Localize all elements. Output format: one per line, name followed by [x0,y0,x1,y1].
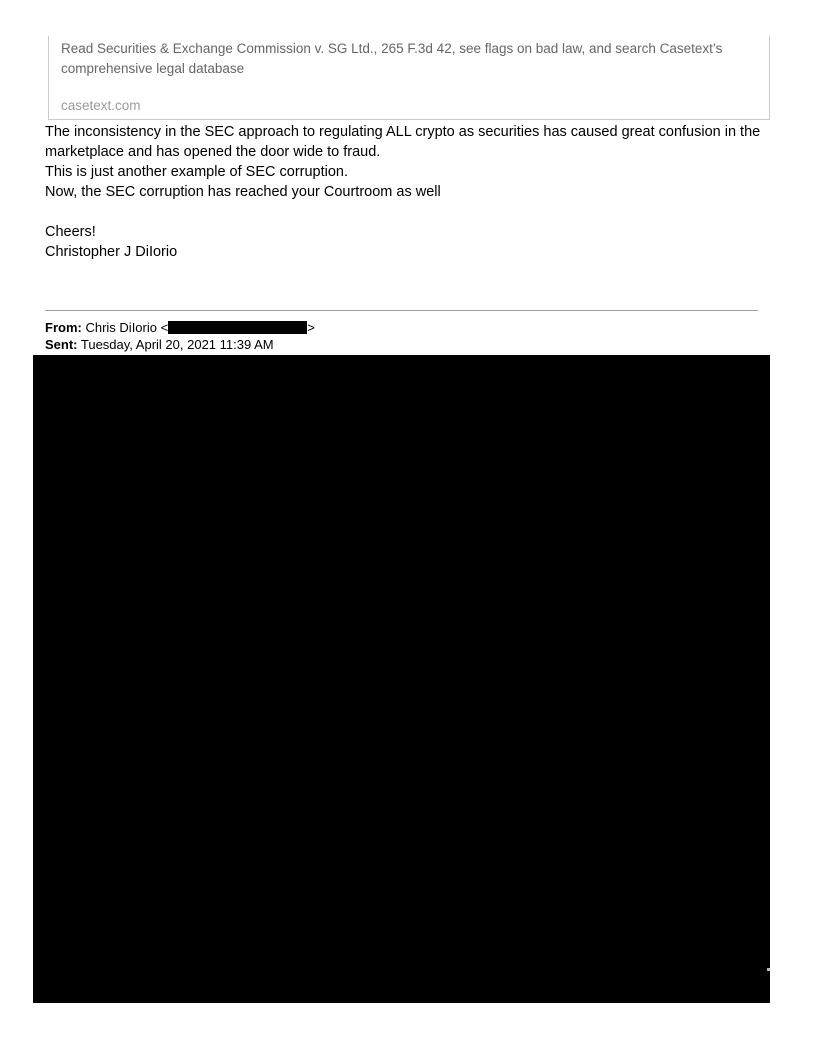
from-label: From: [45,320,82,335]
body-paragraph: The inconsistency in the SEC approach to regulating ALL crypto as securities has caused great confusion in the marketplace and has opened the door wide to fraud. [45,124,761,160]
from-name: Chris DiIorio < [85,320,169,335]
body-paragraph: Now, the SEC corruption has reached your Courtroom as well [45,184,441,200]
spacer [45,202,770,222]
closing-text: Cheers! [45,224,96,240]
email-body [45,122,770,262]
from-close: > [307,320,315,335]
forwarded-header [45,319,770,353]
link-preview-domain[interactable]: casetext.com [61,98,141,113]
signature: Christopher J DiIorio [45,244,178,260]
link-preview-description: Read Securities & Exchange Commission v. SG Ltd., 265 F.3d 42, see flags on bad law, and search Casetext’s comprehensive legal database [61,41,723,76]
separator-line [45,310,758,311]
sent-value: Tuesday, April 20, 2021 11:39 AM [80,337,274,352]
sent-label: Sent: [45,337,78,352]
body-paragraph: This is just another example of SEC corruption. [45,164,349,180]
email-redaction [168,321,307,334]
from-line [45,319,770,336]
redaction-block [33,355,770,1003]
sent-line [45,336,770,353]
scan-artifact [767,968,770,971]
link-preview-card[interactable] [48,36,770,120]
